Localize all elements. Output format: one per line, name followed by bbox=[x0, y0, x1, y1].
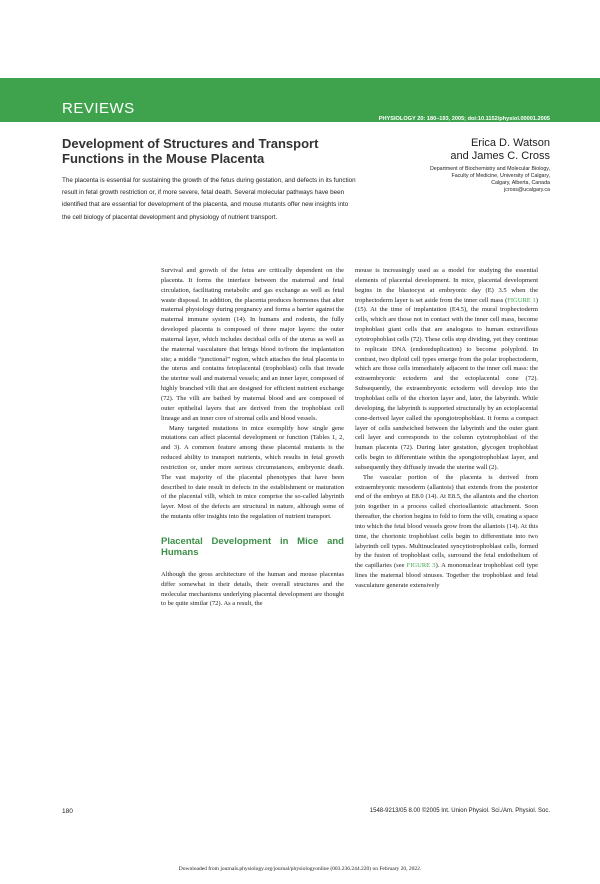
text-run: The vascular portion of the placenta is derived from extraembryonic mesoderm (allantois) that extends from the posterior end of the embryo at E8.0 (14). At E8.5, the allantois and the chorion join together in a process called chorioallantoic attachment. Soon thereafter, the chorion begins to fold to form the villi, creating a space into which the fetal blood vessels grow from the allantois (14). At this time, the chorionic trophoblast cells begin to differentiate into two labyrinth cell types. Multinucleated syncytiotrophoblast cells, formed by the fusion of trophoblast cells, surround the fetal endothelium of the capillaries (see bbox=[355, 473, 538, 570]
abstract: The placenta is essential for sustaining the growth of the fetus during gestation, and defects in its function result in fetal growth restriction or, if more severe, fetal death. Several molecular pathways have been identified that are essential for development of the placenta, and mouse mutants offer new insights into the cell biology of placental development and physiology of nutrient transport. bbox=[62, 177, 356, 221]
body-column-left bbox=[161, 266, 344, 609]
text-run: ). A mononuclear trophoblast cell type lines the maternal blood sinuses. Together the trophoblast and fetal vasculature generate extensively bbox=[355, 562, 538, 589]
affiliation-line: Faculty of Medicine, University of Calgary, bbox=[451, 173, 550, 179]
paragraph: Although the gross architecture of the human and mouse placentas differ somewhat in their details, their overall structures and the molecular mechanisms underlying placental development are thought to be quite similar (72). As a result, the bbox=[161, 570, 344, 608]
body-column-right bbox=[355, 266, 538, 591]
paragraph bbox=[355, 473, 538, 591]
text-run: mouse is increasingly used as a model for studying the essential elements of placental development. In mice, placental development begins in the blastocyst at embryonic day (E) 3.5 when the trophectoderm layer is set aside from the inner cell mass ( bbox=[355, 267, 538, 304]
author-line-1: Erica D. Watson bbox=[470, 137, 550, 149]
paragraph: Many targeted mutations in mice exemplify how single gene mutations can affect placental development or function (Tables 1, 2, and 3). A common feature among these placental mutants is the reduced ability to transport nutrients, which results in fetal growth restriction or, under more serious circumstances, embryonic death. The vast majority of the placental phenotypes that have been described to date result in defects in the establishment or maturation of the placental villi, which in mice comprise the so-called labyrinth layer. Most of the defects are structural in nature, although some of the mutants offer insights into the regulation of nutrient transport. bbox=[161, 424, 344, 521]
author-line-2: and James C. Cross bbox=[450, 150, 550, 162]
paragraph: Survival and growth of the fetus are critically dependent on the placenta. It forms the interface between the maternal and fetal circulation, facilitating metabolic and gas exchange as well as fetal waste disposal. In addition, the placenta produces hormones that alter maternal physiology during pregnancy and forms a barrier against the maternal immune system (14). In humans and rodents, the fully developed placenta is composed of three major layers: the outer maternal layer, which includes decidual cells of the uterus as well as the maternal vasculature that brings blood to/from the implantation site; a middle “junctional” region, which attaches the fetal placenta to the uterus and contains fetoplacental (trophoblast) cells that invade the uterine wall and maternal vessels; and an inner layer, composed of highly branched villi that are designed for efficient nutrient exchange (72). The villi are bathed by maternal blood and are composed of outer epithelial layers that are derived from the trophoblast cell lineage and an inner core of stromal cells and blood vessels. bbox=[161, 267, 344, 422]
section-label: REVIEWS bbox=[62, 100, 135, 117]
page-number: 180 bbox=[62, 808, 73, 815]
affiliation-line: Department of Biochemistry and Molecular Biology, bbox=[429, 166, 550, 172]
figure-3-link[interactable]: FIGURE 3 bbox=[406, 562, 436, 570]
copyright-line: 1548-9213/05 8.00 ©2005 Int. Union Physiol. Sci./Am. Physiol. Soc. bbox=[369, 808, 550, 814]
affiliation-line: Calgary, Alberta, Canada bbox=[491, 180, 550, 186]
author-email: jcross@ucalgary.ca bbox=[504, 187, 550, 193]
figure-1-link[interactable]: FIGURE 1 bbox=[507, 296, 536, 304]
journal-citation: PHYSIOLOGY 20: 180–193, 2005; doi:10.1152/physiol.00001.2005 bbox=[378, 116, 550, 122]
affiliation bbox=[430, 166, 550, 194]
article-title: Development of Structures and Transport Functions in the Mouse Placenta bbox=[62, 136, 319, 166]
paragraph bbox=[355, 266, 538, 473]
download-notice: Downloaded from journals.physiology.org/journal/physiologyonline (003.236.244.220) on February 20, 2022. bbox=[178, 866, 422, 872]
text-run: ) (15). At the time of implantation (E4.5), the mural trophectoderm cells, which are those not in contact with the inner cell mass, become trophoblast giant cells that are analogous to human extravillous cytotrophoblast cells (72). These cells stop dividing, yet they continue to replicate DNA (endoreduplication) to become polyploid. In contrast, two diploid cell types emerge from the polar trophectoderm, which are those cells immediately adjacent to the inner cell mass: the extraembryonic ectoderm and the ectoplacental cone (72). Subsequently, the extraembryonic ectoderm will develop into the trophoblast cells of the chorion layer and, later, the labyrinth. While developing, the labyrinth is supported structurally by an ectoplacental cone-derived layer called the spongiotrophoblast. It forms a compact layer of cells sandwiched between the labyrinth and the outer giant cell layer and corresponds to the column cytotrophoblast of the human placenta (72). During later gestation, glycogen trophoblast cells begin to differentiate within the spongiotrophoblast layer, and subsequently they diffusely invade the uterine wall (2). bbox=[355, 296, 538, 471]
section-heading: Placental Development in Mice and Humans bbox=[161, 535, 344, 558]
author-block bbox=[450, 137, 550, 163]
